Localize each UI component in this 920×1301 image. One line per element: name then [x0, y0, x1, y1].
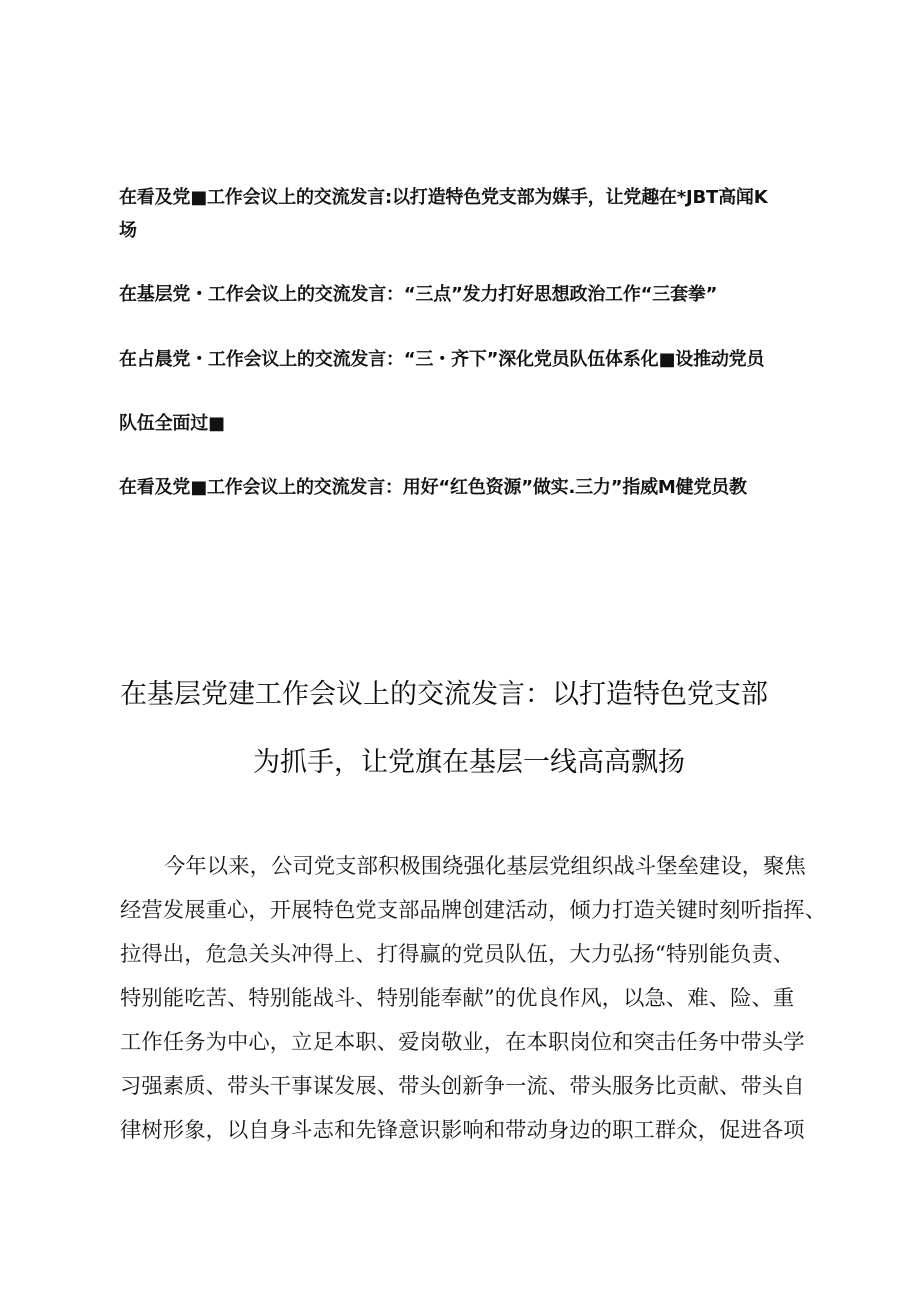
toc-entry: 在看及党■工作会议上的交流发言:以打造特色党支部为媒手，让党趣在*JBT高闻K [119, 187, 768, 208]
toc-entry-continuation: 场 [119, 220, 137, 241]
toc-entry: 在基层党・工作会议上的交流发言：“三点”发力打好思想政治工作“三套拳” [119, 284, 718, 305]
body-line: 拉得出，危急关头冲得上、打得赢的党员队伍，大力弘扬“特别能负责、 [120, 942, 795, 967]
toc-entry-continuation: 队伍全面过■ [119, 413, 225, 434]
body-line: 特别能吃苦、特别能战斗、特别能奉献”的优良作风，以急、难、险、重 [120, 986, 795, 1011]
body-line: 经营发展重心，开展特色党支部品牌创建活动，倾力打造关键时刻听指挥、 [120, 898, 827, 923]
body-line: 工作任务为中心，立足本职、爱岗敬业，在本职岗位和突击任务中带头学 [120, 1030, 805, 1055]
body-line: 习强素质、带头干事谋发展、带头创新争一流、带头服务比贡献、带头自 [120, 1074, 805, 1099]
article-title-line-1: 在基层党建工作会议上的交流发言：以打造特色党支部 [120, 679, 768, 710]
body-line: 律树形象，以自身斗志和先锋意识影响和带动身边的职工群众，促进各项 [120, 1118, 805, 1143]
article-title-line-2: 为抓手，让党旗在基层一线高高飘扬 [253, 747, 685, 778]
toc-entry: 在占晨党・工作会议上的交流发言：“三・齐下”深化党员队伍体系化■设推动党员 [119, 349, 765, 370]
toc-entry: 在看及党■工作会议上的交流发言：用好“红色资源”做实.三力”指威M健党员教 [119, 477, 747, 498]
body-line: 今年以来，公司党支部积极围绕强化基层党组织战斗堡垒建设，聚焦 [164, 854, 806, 879]
